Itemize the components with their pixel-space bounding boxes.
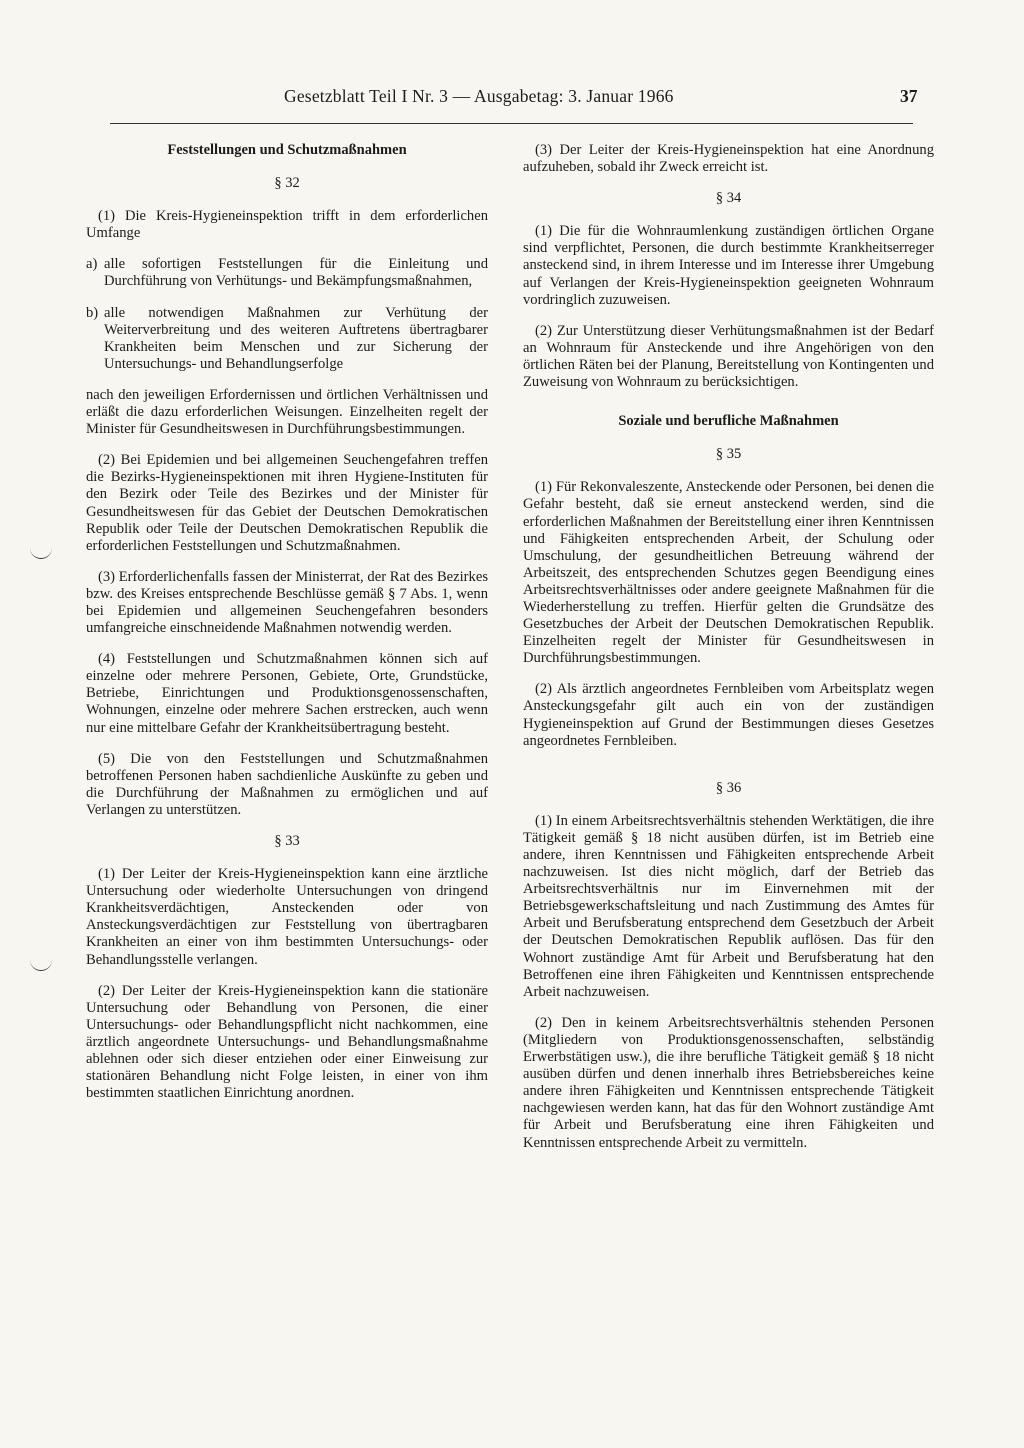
s35-p2: (2) Als ärztlich angeordnetes Fernbleiben vom Arbeitsplatz wegen Ansteckungsgefahr gilt auch ein von der zuständigen Hygieneinspektion auf Grund der Bestimmungen dieses Gesetzes angeordnetes Fernbleiben. xyxy=(523,681,934,749)
list-item-a xyxy=(86,256,488,290)
page-header xyxy=(0,86,1024,116)
s33-p2: (2) Der Leiter der Kreis-Hygieneinspektion kann die stationäre Untersuchung oder Behandlung von Personen, die einer Untersuchungs- oder Behandlungspflicht nicht nachkommen, eine ärztlich angeordnete Untersuchungs- und Behandlungsmaßnahme ablehnen oder sich dieser entziehen oder einer Einweisung zur stationären Behandlung nicht Folge leisten, in einer von ihm bestimmten staatlichen Einrichtung anordnen. xyxy=(86,982,488,1102)
right-column xyxy=(523,142,934,1166)
list-text-b: alle notwendigen Maßnahmen zur Verhütung der Weiterverbreitung und des weiteren Auftretens übertragbarer Krankheiten beim Menschen und zur Sicherung der Untersuchungs- und Behandlungserfolge xyxy=(104,304,488,372)
s32-p1-end: nach den jeweiligen Erfordernissen und örtlichen Verhältnissen und erläßt die dazu erforderlichen Weisungen. Einzelheiten regelt der Minister für Gesundheitswesen in Durchführungsbestimmungen. xyxy=(86,386,488,438)
page-number: 37 xyxy=(900,86,918,106)
paragraph-sign-35: § 35 xyxy=(715,446,742,463)
s34-p2: (2) Zur Unterstützung dieser Verhütungsmaßnahmen ist der Bedarf an Wohnraum für Ansteckende und ihre Angehörigen von den örtlichen Räten bei der Planung, Bereitstellung von Kontingenten und Zuweisung von Wohnraum zu berücksichtigen. xyxy=(523,322,934,391)
header-rule xyxy=(110,123,913,124)
paragraph-sign-32: § 32 xyxy=(274,175,300,192)
paragraph-sign-33: § 33 xyxy=(274,833,300,849)
s36-p1: (1) In einem Arbeitsrechtsverhältnis stehenden Werktätigen, die ihre Tätigkeit gemäß § 18 nicht ausüben dürfen, ist im Betrieb eine andere, ihren Kenntnissen und Fähigkeiten entsprechende Arbeit nachzuweisen. Ist dies nicht möglich, darf der Betrieb das Arbeitsrechtsverhältnis nur im Einvernehmen mit der Betriebsgewerkschaftsleitung und nach Zustimmung des Amtes für Arbeit und Berufsberatung entsprechend dem Gesetzbuch der Arbeit der Deutschen Demokratischen Republik auflösen. Das für den Wohnort zuständige Amt für Arbeit und Berufsberatung hat den Betroffenen eine ihren Fähigkeiten und Kenntnissen entsprechende Arbeit nachzuweisen. xyxy=(523,812,934,1000)
paragraph-sign-34: § 34 xyxy=(715,190,742,207)
publication-title: Gesetzblatt Teil I Nr. 3 — Ausgabetag: 3. Januar 1966 xyxy=(284,86,674,106)
s32-p4: (4) Feststellungen und Schutzmaßnahmen können sich auf einzelne oder mehrere Personen, Gebiete, Orte, Grundstücke, Betriebe, Einrichtungen und Produktionsgenossenschaften, Wohnungen, einzelne oder mehrere Sachen erstrecken, auch wenn nur eine mittelbare Gefahr der Krankheitsübertragung besteht. xyxy=(86,651,488,736)
section-heading: Feststellungen und Schutzmaßnahmen xyxy=(167,142,407,158)
s33-p1: (1) Der Leiter der Kreis-Hygieneinspektion kann eine ärztliche Untersuchung oder wiederholte Untersuchungen von dringend Krankheitsverdächtigen, Ansteckenden oder von Ansteckungsverdächtigen zur Feststellung von übertragbaren Krankheiten an einer von ihm bestimmten Untersuchungs- oder Behandlungsstelle verlangen. xyxy=(86,866,488,968)
list-text-a: alle sofortigen Feststellungen für die Einleitung und Durchführung von Verhütungs- und Bekämpfungsmaßnahmen, xyxy=(104,256,488,290)
section-heading-2: Soziale und berufliche Maßnahmen xyxy=(618,413,839,430)
s34-p1: (1) Die für die Wohnraumlenkung zuständigen örtlichen Organe sind verpflichtet, Personen, die durch bestimmte Krankheitserreger ansteckend sind, in ihrem Interesse und im Interesse ihrer Umgebung auf Verlangen der Kreis-Hygieneinspektion geeigneten Wohnraum vordringlich zuzuweisen. xyxy=(523,223,934,308)
list-marker-b: b) xyxy=(86,304,99,321)
s32-p5: (5) Die von den Feststellungen und Schutzmaßnahmen betroffenen Personen haben sachdienliche Auskünfte zu geben und die Durchführung der Maßnahmen zu ermöglichen und auf Verlangen zu unterstützen. xyxy=(86,750,488,818)
s32-p3: (3) Erforderlichenfalls fassen der Ministerrat, der Rat des Bezirkes bzw. des Kreises entsprechende Beschlüsse gemäß § 7 Abs. 1, wenn bei Epidemien und allgemeinen Seuchengefahren besonders umfangreiche einschneidende Maßnahmen notwendig werden. xyxy=(86,568,488,637)
margin-mark xyxy=(30,546,52,559)
paragraph-sign-36: § 36 xyxy=(715,779,742,796)
list-marker-a: a) xyxy=(86,256,98,273)
s35-p1: (1) Für Rekonvaleszente, Ansteckende oder Personen, bei denen die Gefahr besteht, daß sie erneut ansteckend werden, sind die erforderlichen Maßnahmen der Bereitstellung einer ihren Kenntnissen und Fähigkeiten entsprechenden Arbeit, der Schulung oder Umschulung, der gesundheitlichen Betreuung während der Arbeitszeit, des entsprechenden Schutzes gegen Beendigung eines Arbeitsrechtsverhältnisses oder andere geeignete Maßnahmen für die Wiederherstellung zu treffen. Hierfür gelten die Grundsätze des Gesetzbuches der Arbeit der Deutschen Demokratischen Republik. Einzelheiten regelt der Minister für Gesundheitswesen in Durchführungsbestimmungen. xyxy=(523,479,934,667)
left-column xyxy=(86,142,488,1116)
margin-mark xyxy=(30,958,52,971)
s33-p3: (3) Der Leiter der Kreis-Hygieneinspektion hat eine Anordnung aufzuheben, sobald ihr Zweck erreicht ist. xyxy=(523,142,934,176)
s32-p1-intro: (1) Die Kreis-Hygieneinspektion trifft in dem erforderlichen Umfange xyxy=(86,208,488,242)
s36-p2: (2) Den in keinem Arbeitsrechtsverhältnis stehenden Personen (Mitgliedern von Produktionsgenossenschaften, selbständig Erwerbstätigen usw.), die ihre berufliche Tätigkeit gemäß § 18 nicht ausüben dürfen und denen innerhalb ihres Betriebsbereiches keine andere ihren Fähigkeiten und Kenntnissen entsprechende Tätigkeit nachgewiesen werden kann, hat das für den Wohnort zuständige Amt für Arbeit und Berufsberatung eine ihren Fähigkeiten und Kenntnissen entsprechende Arbeit zu vermitteln. xyxy=(523,1014,934,1151)
s32-p2: (2) Bei Epidemien und bei allgemeinen Seuchengefahren treffen die Bezirks-Hygieneinspektionen mit ihren Hygiene-Instituten für den Bezirk oder Teile des Bezirkes und der Minister für Gesundheitswesen für das Gebiet der Deutschen Demokratischen Republik oder Teile der Deutschen Demokratischen Republik die erforderlichen Feststellungen und Schutzmaßnahmen. xyxy=(86,452,488,554)
list-item-b xyxy=(86,305,488,373)
